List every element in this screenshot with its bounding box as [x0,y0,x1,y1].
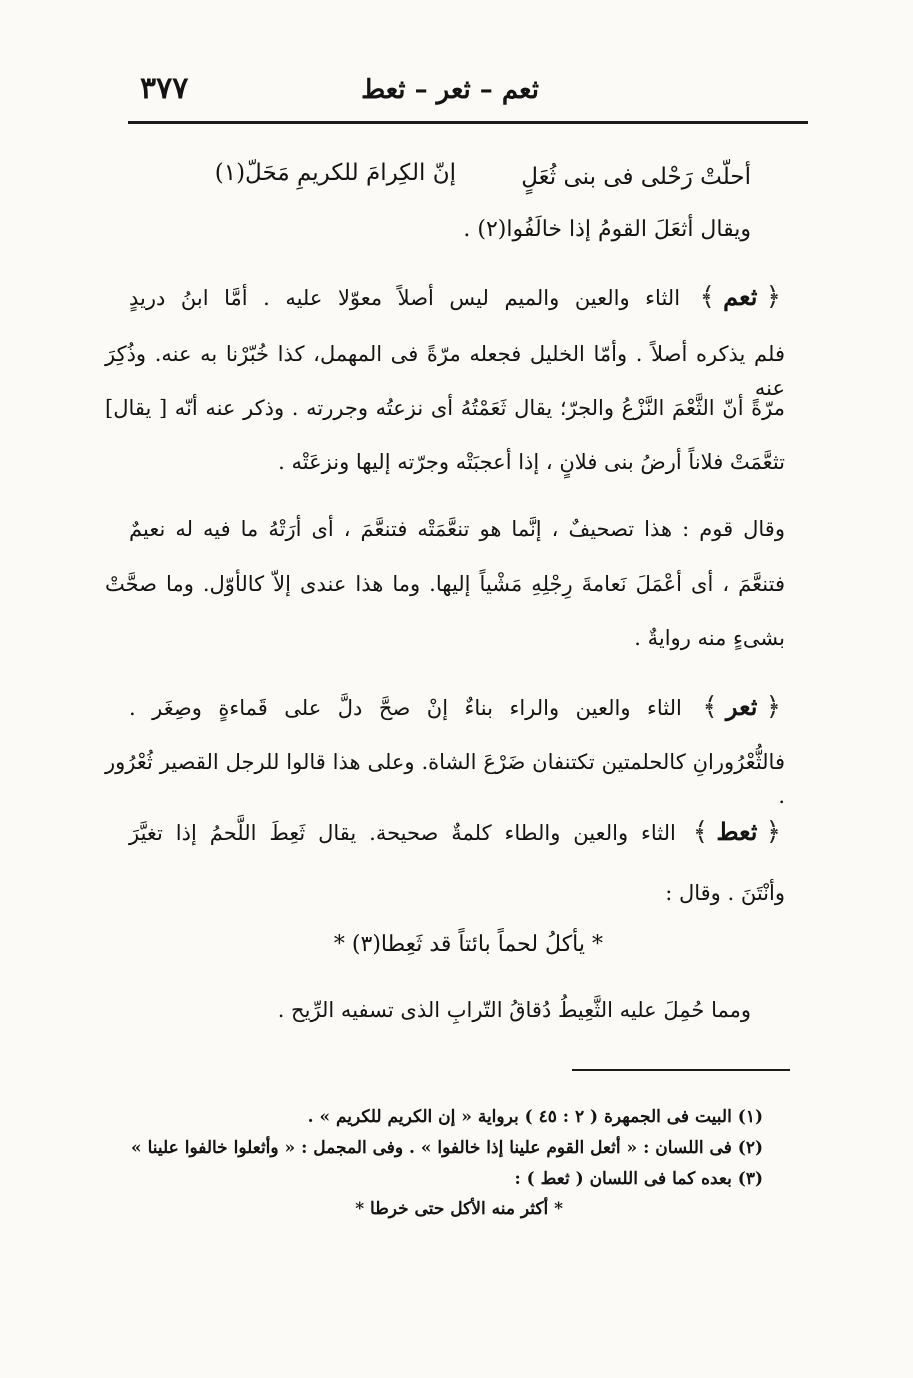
entry-thaam-para2-line-3: بشىءٍ منه روايةٌ . [634,626,785,650]
running-header: ثعم – ثعر – ثعط [361,75,539,105]
page-number: ٣٧٧ [140,71,189,106]
entry-thaam-para2-line-1: وقال قوم : هذا تصحيفٌ ، إنَّما هو تنعَّمَتْه فتنعَّمَ ، أى أرَتْهُ ما فيه له نعيمٌ [129,517,785,541]
verse-hemistich-right: أحلّتْ رَحْلى فى بنى ثُعَلٍ [521,164,751,190]
entry-thaat-line-2: وأنْتَنَ . وقال : [665,881,785,905]
entry-thaam-line-3: مرّةً أنّ الثَّعْمَ النَّزْعُ والجرّ؛ يقال ثَعَمْتُهُ أى نزعتُه وجررته . وذكر عنه أنّه [ يقال] [105,396,785,420]
entry-head-thaam: ﴿ ثعم ﴾ [699,282,781,312]
footnote-1: (١) البيت فى الجمهرة ( ٢ : ٤٥ ) برواية « إن الكريم للكريم » . [307,1107,763,1127]
entry-thaar-line-1: ﴿ ثعر ﴾ الثاء والعين والراء بناءٌ إنْ صحَّ دلَّ على قَماءةٍ وصِغَر . [129,690,785,724]
footnote-2: (٢) فى اللسان : « أثعل القوم علينا إذا خالفوا » . وفى المجمل : « وأثعلوا خالفوا علينا » [131,1138,763,1158]
footnote-3-verse: * أكثر منه الأكل حتى خرطا * [355,1199,563,1219]
entry-thaam-line-4: تثعَّمَتْ فلاناً أرضُ بنى فلانٍ ، إذا أعجبَتْه وجرّته إليها ونزعَتْه . [278,450,785,474]
footnote-3: (٣) بعده كما فى اللسان ( ثعط ) : [514,1169,763,1189]
verse-hemistich-left: إنّ الكِرامَ للكريمِ مَحَلّ(١) [214,160,456,186]
verse-line-2: ويقال أثعَلَ القومُ إذا خالَفُوا(٢) . [463,217,751,242]
entry-thaam-para2-line-2: فتنعَّمَ ، أى أعْمَلَ نَعامةَ رِجْلِهِ مَشْياً إليها. وما هذا عندى إلاّ كالأوّل. وما صحَّتْ [105,572,785,596]
entry-thaat-line-1: ﴿ ثعط ﴾ الثاء والعين والطاء كلمةٌ صحيحة. يقال ثَعِطَ اللَّحمُ إذا تغيَّرَ [129,815,785,849]
entry-thaat-last-line: ومما حُمِلَ عليه الثَّعِيطُ دُقاقُ التّرابِ الذى تسفيه الرِّيح . [277,998,751,1022]
footnote-separator [572,1069,790,1071]
header-rule [128,121,808,124]
entry-thaar-line-2: فالثُّعْرُورانِ كالحلمتين تكتنفان ضَرْعَ الشاة. وعلى هذا قالوا للرجل القصير ثُعْرُور . [105,750,785,808]
entry-thaam-line-2: فلم يذكره أصلاً . وأمّا الخليل فجعله مرّةً فى المهمل، كذا خُبّرْنا به عنه. وذُكِرَ عنه [105,342,785,400]
entry-thaam-line-1: ﴿ ثعم ﴾ الثاء والعين والميم ليس أصلاً معوّلا عليه . أمَّا ابنُ دريدٍ [129,280,785,314]
entry-head-thaar: ﴿ ثعر ﴾ [702,692,781,722]
entry-thaat-verse: * يأكلُ لحماً بائتاً قد ثَعِطا(٣) * [333,932,603,957]
entry-head-thaat: ﴿ ثعط ﴾ [692,817,781,847]
